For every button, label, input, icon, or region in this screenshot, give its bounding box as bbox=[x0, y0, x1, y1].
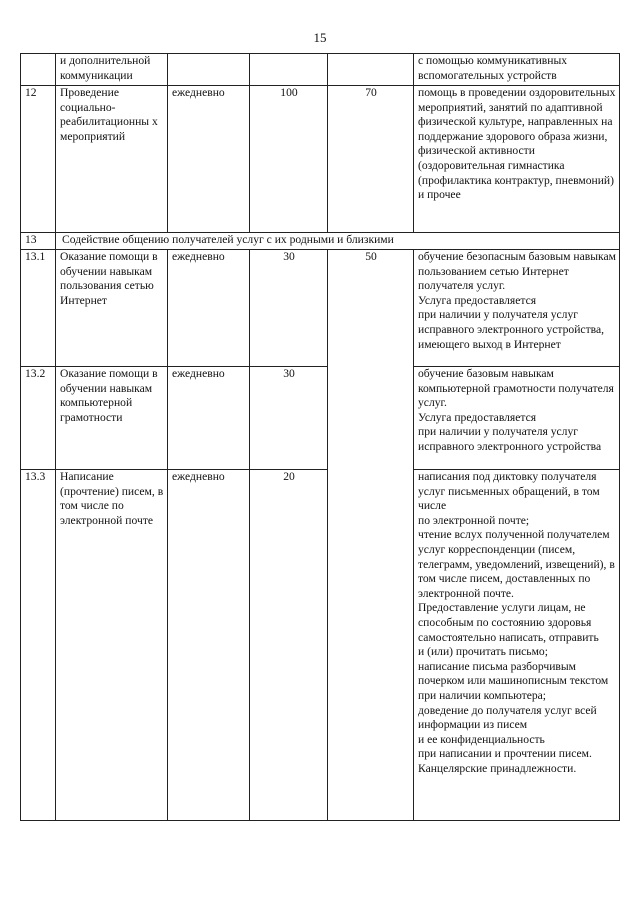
description-line: и (или) прочитать письмо; bbox=[418, 645, 548, 659]
description-line: обучение базовым навыкам компьютерной грамотности получателя услуг. bbox=[418, 367, 614, 410]
cell-service-name: Оказание помощи в обучении навыкам компьютерной грамотности bbox=[56, 367, 168, 470]
cell-frequency: ежедневно bbox=[168, 250, 250, 367]
cell-value-1: 30 bbox=[250, 367, 328, 470]
cell-description bbox=[414, 470, 620, 821]
services-table bbox=[20, 53, 620, 821]
description-line: и ее конфиденциальность bbox=[418, 732, 545, 746]
description-line: обучение безопасным базовым навыкам пользованием сетью Интернет получателя услуг. bbox=[418, 250, 616, 293]
cell-description: с помощью коммуникативных вспомогательных устройств bbox=[414, 54, 620, 86]
cell-num: 13.2 bbox=[21, 367, 56, 470]
cell-frequency: ежедневно bbox=[168, 470, 250, 821]
table-row-13-2 bbox=[21, 367, 620, 470]
table-row-12 bbox=[21, 86, 620, 233]
cell-value-1 bbox=[250, 54, 328, 86]
description-line: Услуга предоставляется bbox=[418, 410, 537, 424]
description-line: при написании и прочтении писем. bbox=[418, 747, 592, 761]
cell-frequency bbox=[168, 54, 250, 86]
cell-description bbox=[414, 367, 620, 470]
table-row-13-3 bbox=[21, 470, 620, 821]
description-line: Канцелярские принадлежности. bbox=[418, 761, 577, 775]
cell-value-1: 20 bbox=[250, 470, 328, 821]
description-line: написания под диктовку получателя услуг письменных обращений, в том числе bbox=[418, 470, 600, 513]
description-line: чтение вслух полученной получателем услуг корреспонденции (писем, телеграмм, уведомлений, извещений), в том числе писем, доставленных по электронной почте. bbox=[418, 528, 615, 600]
table-row-13 bbox=[21, 233, 620, 250]
cell-frequency: ежедневно bbox=[168, 86, 250, 233]
description-line: Услуга предоставляется bbox=[418, 293, 537, 307]
description-line: доведение до получателя услуг всей информации из писем bbox=[418, 703, 597, 732]
cell-value-2 bbox=[328, 54, 414, 86]
cell-service-name: Написание (прочтение) писем, в том числе по электронной почте bbox=[56, 470, 168, 821]
page-number: 15 bbox=[313, 30, 327, 45]
table-row-continuation bbox=[21, 54, 620, 86]
cell-service-name: и дополнительной коммуникации bbox=[56, 54, 168, 86]
cell-num: 12 bbox=[21, 86, 56, 233]
description-line: по электронной почте; bbox=[418, 513, 530, 527]
description-line: при наличии у получателя услуг исправного электронного устройства bbox=[418, 425, 602, 453]
description-line: при наличии у получателя услуг исправного электронного устройства, имеющего выход в Интернет bbox=[418, 308, 605, 351]
cell-frequency: ежедневно bbox=[168, 367, 250, 470]
cell-num bbox=[21, 54, 56, 86]
cell-description: помощь в проведении оздоровительных мероприятий, занятий по адаптивной физической культуре, направленных на поддержание здорового образа жизни, физической активности (оздоровительная гимнастика (профилактика контрактур, пневмоний) и прочее bbox=[414, 86, 620, 233]
cell-service-name: Проведение социально-реабилитационны х мероприятий bbox=[56, 86, 168, 233]
cell-value-1: 30 bbox=[250, 250, 328, 367]
cell-description bbox=[414, 250, 620, 367]
description-line: написание письма разборчивым почерком или машинописным текстом при наличии компьютера; bbox=[418, 659, 609, 702]
section-title: Содействие общению получателей услуг с их родными и близкими bbox=[56, 233, 620, 250]
cell-value-1: 100 bbox=[250, 86, 328, 233]
cell-num: 13.1 bbox=[21, 250, 56, 367]
description-line: Предоставление услуги лицам, не способным по состоянию здоровья самостоятельно написать, отправить bbox=[418, 601, 599, 644]
cell-service-name: Оказание помощи в обучении навыкам пользования сетью Интернет bbox=[56, 250, 168, 367]
cell-num: 13.3 bbox=[21, 470, 56, 821]
cell-num: 13 bbox=[21, 233, 56, 250]
cell-group-value-2: 50 bbox=[328, 250, 414, 821]
table-row-13-1 bbox=[21, 250, 620, 367]
cell-value-2: 70 bbox=[328, 86, 414, 233]
